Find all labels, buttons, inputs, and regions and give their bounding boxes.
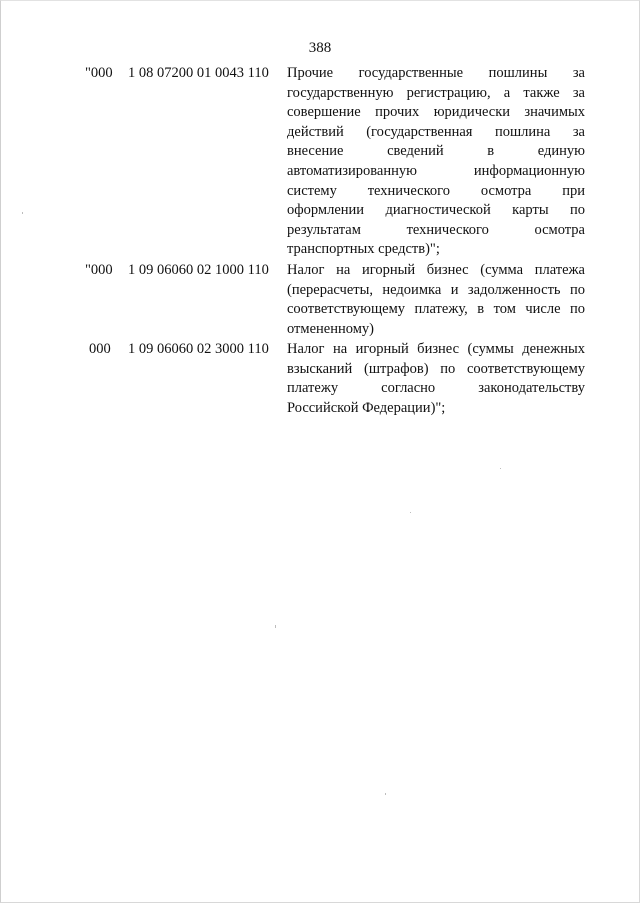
description-line: результатам технического осмотра	[287, 221, 585, 238]
entry-code: 1 09 06060 02 3000 110	[128, 341, 269, 357]
description-line: внесение сведений в единую	[287, 143, 585, 160]
entry-description	[287, 64, 585, 260]
entry-description	[287, 340, 585, 418]
entry-prefix: "000	[85, 65, 113, 81]
entry-description	[287, 261, 585, 339]
description-line: отмененному)	[287, 320, 374, 337]
description-line: Налог на игорный бизнес (сумма платежа	[287, 262, 585, 278]
description-line: Налог на игорный бизнес (суммы денежных	[287, 341, 585, 357]
description-line: (перерасчеты, недоимка и задолженность по	[287, 281, 585, 298]
entry-code: 1 09 06060 02 1000 110	[128, 262, 269, 278]
scan-speck	[275, 625, 276, 628]
description-line: взысканий (штрафов) по соответствующему	[287, 360, 585, 377]
description-line: оформлении диагностической карты по	[287, 202, 585, 219]
description-line: Российской Федерации)";	[287, 399, 446, 416]
description-line: государственную регистрацию, а также за	[287, 84, 585, 101]
page-number: 388	[308, 40, 332, 56]
description-line: транспортных средств)";	[287, 241, 440, 258]
description-line: Прочие государственные пошлины за	[287, 65, 585, 81]
scan-speck	[385, 793, 386, 795]
description-line: автоматизированную информационную	[287, 162, 585, 179]
scan-speck	[22, 212, 23, 214]
description-line: действий (государственная пошлина за	[287, 123, 585, 140]
entry-prefix: 000	[89, 341, 111, 357]
entry-code: 1 08 07200 01 0043 110	[128, 65, 269, 81]
description-line: платежу согласно законодательству	[287, 380, 585, 397]
description-line: совершение прочих юридически значимых	[287, 104, 585, 121]
scan-speck	[500, 468, 501, 469]
description-line: систему технического осмотра при	[287, 182, 585, 199]
description-line: соответствующему платежу, в том числе по	[287, 301, 585, 318]
entry-prefix: "000	[85, 262, 113, 278]
scan-speck	[410, 512, 411, 513]
